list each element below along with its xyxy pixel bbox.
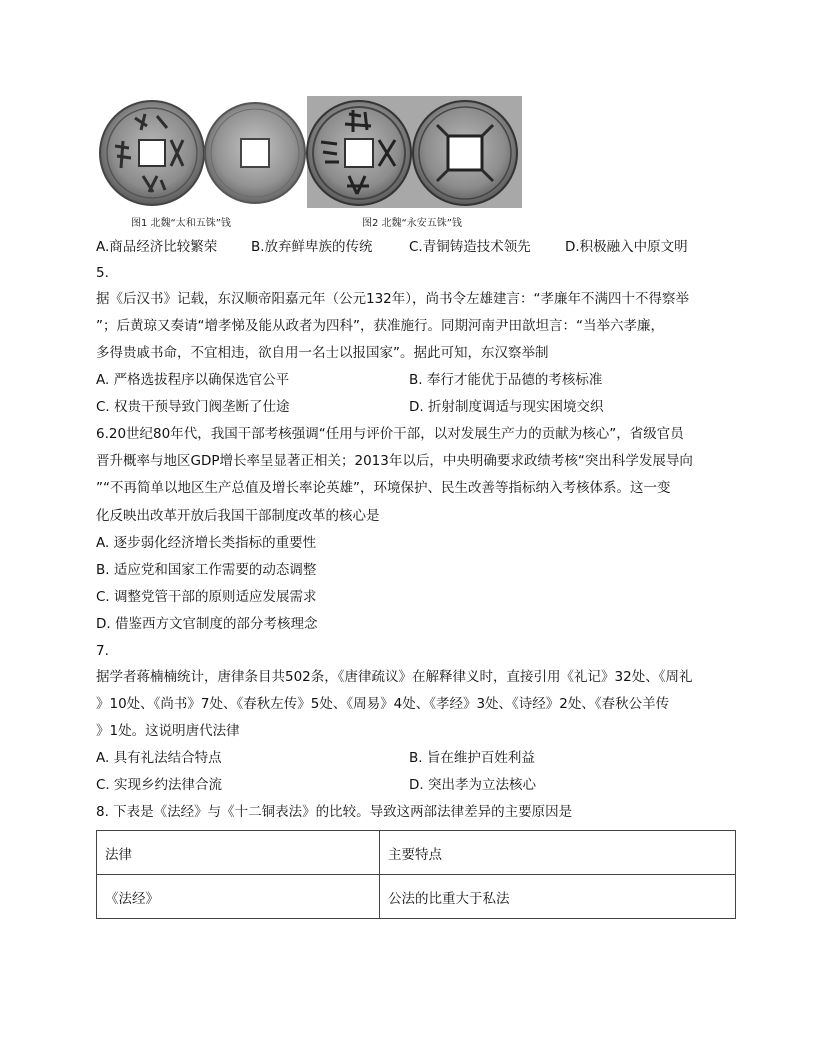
q6-stem-line: ”“不再简单以地区生产总值及增长率论英雄”，环境保护、民生改善等指标纳入考核体系。这一变	[96, 480, 671, 496]
q6-option-b: B. 适应党和国家工作需要的动态调整	[96, 562, 317, 578]
q6-option-a: A. 逐步弱化经济增长类指标的重要性	[96, 535, 317, 551]
q7-option-a: A. 具有礼法结合特点	[96, 750, 222, 766]
table-header-row	[97, 831, 736, 875]
table-row	[97, 875, 736, 919]
q6-option-d: D. 借鉴西方文官制度的部分考核理念	[96, 616, 318, 632]
figure-1-caption: 图1 北魏“太和五铢”钱	[131, 218, 231, 229]
q4-option-c: C.青铜铸造技术领先	[409, 239, 531, 255]
q7-stem-line: 》1处。这说明唐代法律	[96, 723, 240, 739]
q6-stem-line: 6.20世纪80年代，我国干部考核强调“任用与评价干部，以对发展生产力的贡献为核心”，省级官员	[96, 426, 684, 442]
table-header-cell: 主要特点	[380, 831, 736, 875]
q6-stem-line: 晋升概率与地区GDP增长率呈显著正相关；2013年以后，中央明确要求政绩考核“突出科学发展导向	[96, 453, 693, 469]
coin-figures	[95, 96, 525, 231]
q7-option-b: B. 旨在维护百姓利益	[409, 750, 535, 766]
yongan-coin-reverse	[413, 101, 517, 205]
q5-stem-line: 据《后汉书》记载，东汉顺帝阳嘉元年（公元132年），尚书令左雄建言：“孝廉年不满四十不得察举	[96, 291, 690, 307]
table-cell: 公法的比重大于私法	[380, 875, 736, 919]
q6-stem-line: 化反映出改革开放后我国干部制度改革的核心是	[96, 508, 380, 524]
q7-option-c: C. 实现乡约法律合流	[96, 777, 223, 793]
coin-images	[95, 96, 525, 231]
q5-number: 5.	[96, 265, 109, 281]
q4-option-b: B.放弃鲜卑族的传统	[251, 239, 373, 255]
table-cell: 《法经》	[97, 875, 380, 919]
q5-option-c: C. 权贵干预导致门阀垄断了仕途	[96, 399, 290, 415]
q5-option-a: A. 严格选拔程序以确保选官公平	[96, 372, 290, 388]
q5-stem-line: ”；后黄琼又奏请“增孝悌及能从政者为四科”，获准施行。同期河南尹田歆坦言：“当举六孝廉，	[96, 318, 664, 334]
comparison-table	[96, 830, 736, 919]
q5-stem-line: 多得贵戚书命，不宜相违，欲自用一名士以报国家”。据此可知，东汉察举制	[96, 345, 549, 361]
q7-stem-line: 据学者蒋楠楠统计，唐律条目共502条，《唐律疏议》在解释律义时，直接引用《礼记》32处、《周礼	[96, 669, 693, 685]
table-header-cell: 法律	[97, 831, 380, 875]
q7-number: 7.	[96, 643, 109, 659]
taihe-coin-reverse	[205, 103, 305, 203]
q6-option-c: C. 调整党管干部的原则适应发展需求	[96, 589, 317, 605]
figure-2-caption: 图2 北魏“永安五铢”钱	[362, 218, 462, 229]
q5-option-b: B. 奉行才能优于品德的考核标准	[409, 372, 603, 388]
q8-stem: 8. 下表是《法经》与《十二铜表法》的比较。导致这两部法律差异的主要原因是	[96, 804, 573, 820]
q7-option-d: D. 突出孝为立法核心	[409, 777, 536, 793]
q4-option-a: A.商品经济比较繁荣	[96, 239, 218, 255]
yongan-coin-obverse	[307, 101, 411, 205]
q7-stem-line: 》10处、《尚书》7处、《春秋左传》5处、《周易》4处、《孝经》3处、《诗经》2处、《春秋公羊传	[96, 696, 670, 712]
taihe-coin-obverse	[100, 101, 204, 205]
q5-option-d: D. 折射制度调适与现实困境交织	[409, 399, 604, 415]
q4-option-d: D.积极融入中原文明	[565, 239, 688, 255]
